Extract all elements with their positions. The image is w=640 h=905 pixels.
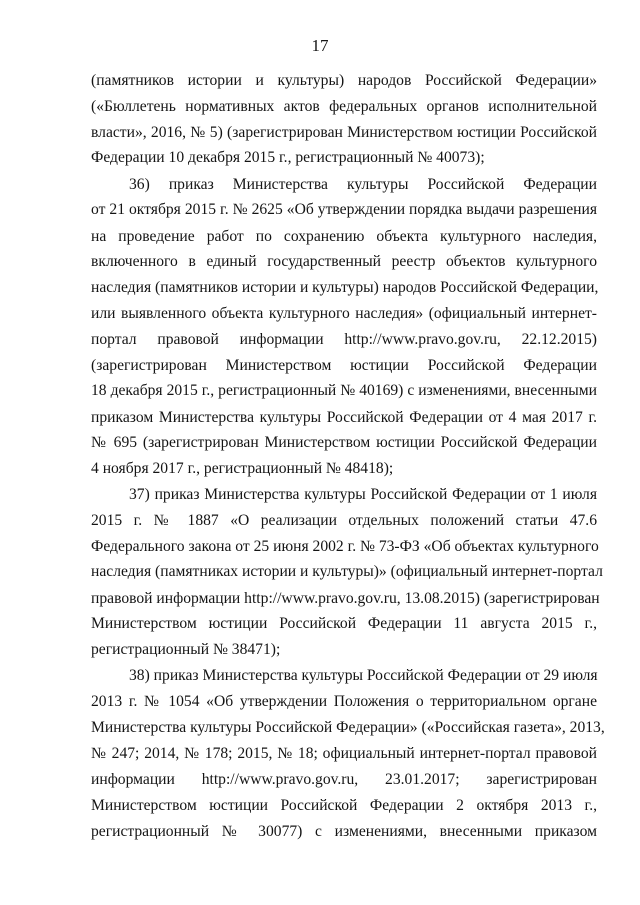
text-line: № 695 (зарегистрирован Министерством юстиции Российской Федерации (91, 434, 597, 451)
text-line: Министерством юстиции Российской Федерации 2 октября 2013 г., (91, 797, 597, 814)
text-line: или выявленного объекта культурного наследия» (официальный интернет- (91, 305, 597, 322)
text-line: правовой информации http://www.pravo.gov.ru, 13.08.2015) (зарегистрирован (91, 590, 600, 607)
text-line: регистрационный № 30077) с изменениями, внесенными приказом (91, 823, 597, 840)
text-line: 2013 г. № 1054 «Об утверждении Положения о территориальном органе (91, 693, 597, 710)
text-line: 36) приказ Министерства культуры Российской Федерации (129, 176, 597, 193)
text-line: 2015 г. № 1887 «О реализации отдельных положений статьи 47.6 (91, 512, 597, 529)
text-line: регистрационный № 38471); (91, 641, 281, 658)
text-line: 18 декабря 2015 г., регистрационный № 40169) с изменениями, внесенными (91, 382, 597, 399)
text-line: 37) приказ Министерства культуры Российской Федерации от 1 июля (129, 486, 597, 503)
text-line: от 21 октября 2015 г. № 2625 «Об утверждении порядка выдачи разрешения (91, 201, 597, 218)
text-line: портал правовой информации http://www.pravo.gov.ru, 22.12.2015) (91, 331, 597, 348)
text-line: 38) приказ Министерства культуры Российской Федерации от 29 июля (129, 667, 598, 684)
text-line: власти», 2016, № 5) (зарегистрирован Министерством юстиции Российской (91, 124, 597, 141)
text-line: наследия (памятниках истории и культуры)» (официальный интернет-портал (91, 563, 603, 580)
text-line: включенного в единый государственный реестр объектов культурного (91, 253, 597, 270)
text-line: («Бюллетень нормативных актов федеральных органов исполнительной (91, 98, 597, 115)
text-line: Министерством юстиции Российской Федерации 11 августа 2015 г., (91, 615, 597, 632)
text-line: на проведение работ по сохранению объекта культурного наследия, (91, 228, 597, 245)
text-line: 4 ноября 2017 г., регистрационный № 48418); (91, 460, 394, 477)
text-line: Федерации 10 декабря 2015 г., регистрационный № 40073); (91, 149, 485, 166)
text-line: № 247; 2014, № 178; 2015, № 18; официальный интернет-портал правовой (91, 745, 597, 762)
text-line: (зарегистрирован Министерством юстиции Российской Федерации (91, 357, 597, 374)
text-line: приказом Министерства культуры Российской Федерации от 4 мая 2017 г. (91, 409, 597, 426)
text-line: наследия (памятников истории и культуры) народов Российской Федерации, (91, 279, 599, 296)
page-number: 17 (311, 36, 329, 55)
text-line: (памятников истории и культуры) народов Российской Федерации» (91, 72, 597, 89)
text-line: информации http://www.pravo.gov.ru, 23.01.2017; зарегистрирован (91, 771, 597, 788)
text-line: Министерства культуры Российской Федерации» («Российская газета», 2013, (91, 719, 605, 736)
text-line: Федерального закона от 25 июня 2002 г. № 73-ФЗ «Об объектах культурного (91, 538, 599, 555)
